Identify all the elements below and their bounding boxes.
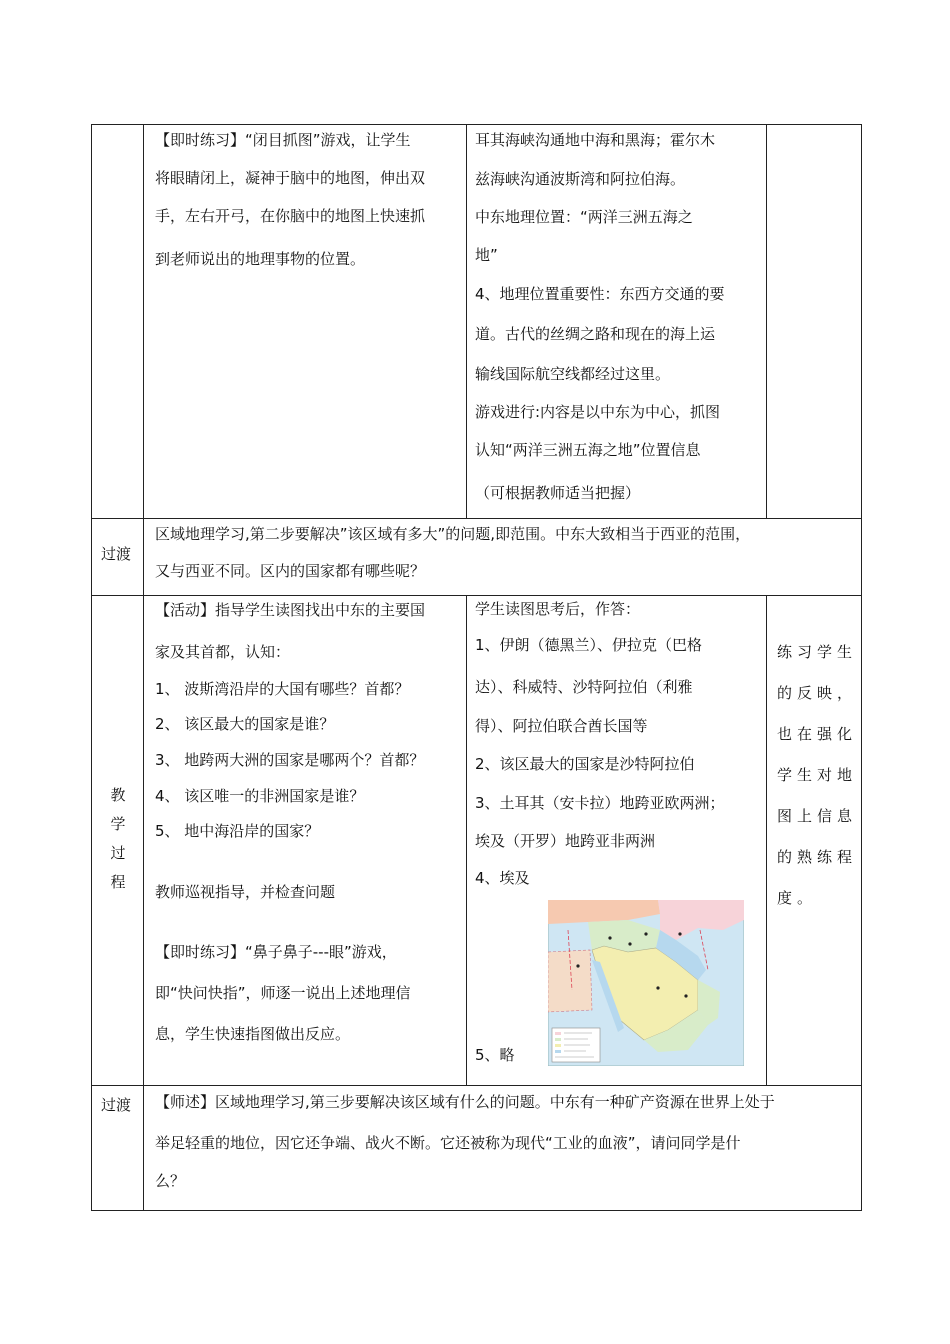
row1-student-line: 游戏进行:内容是以中东为中心，抓图 [475, 403, 721, 421]
column-divider-3a [766, 124, 767, 518]
row1-student-line: （可根据教师适当把握） [475, 484, 641, 502]
row3-activity-line: 即“快问快指”，师逐一说出上述地理信 [155, 984, 411, 1002]
row3-activity-line: 3、 地跨两大洲的国家是哪两个？首都？ [155, 751, 425, 769]
row3-activity-line: 1、 波斯湾沿岸的大国有哪些？首都？ [155, 680, 410, 698]
row1-activity-line: 将眼睛闭上，凝神于脑中的地图，伸出双 [155, 169, 426, 187]
row3-intent-line: 也在强化 [777, 725, 858, 743]
row3-student-line: 5、略 [475, 1046, 515, 1064]
row3-student-line: 1、伊朗（德黑兰）、伊拉克（巴格 [475, 636, 703, 654]
row4-label: 过渡 [101, 1096, 132, 1114]
row1-student-line: 兹海峡沟通波斯湾和阿拉伯海。 [475, 170, 686, 188]
row3-student-line: 4、埃及 [475, 869, 530, 887]
column-divider-1 [143, 124, 144, 1211]
row1-activity-line: 到老师说出的地理事物的位置。 [155, 250, 366, 268]
row1-student-line: 耳其海峡沟通地中海和黑海；霍尔木 [475, 131, 716, 149]
row2-line: 又与西亚不同。区内的国家都有哪些呢？ [155, 562, 426, 580]
row3-activity-line: 4、 该区唯一的非洲国家是谁？ [155, 787, 365, 805]
row3-student-line: 达）、科威特、沙特阿拉伯（利雅 [475, 678, 693, 696]
row4-line: 举足轻重的地位，因它还争端、战火不断。它还被称为现代“工业的血液”，请问同学是什 [155, 1134, 741, 1152]
row2-label: 过渡 [101, 545, 132, 563]
table-border-bottom [91, 1210, 862, 1211]
row1-student-line: 道。古代的丝绸之路和现在的海上运 [475, 325, 716, 343]
row3-activity-line: 【即时练习】“鼻子鼻子---眼”游戏， [155, 943, 397, 961]
row3-student-line: 2、该区最大的国家是沙特阿拉伯 [475, 755, 695, 773]
row1-student-line: 输线国际航空线都经过这里。 [475, 365, 671, 383]
row3-student-line: 埃及（开罗）地跨亚非两洲 [475, 832, 656, 850]
row1-student-line: 4、地理位置重要性：东西方交通的要 [475, 285, 725, 303]
row3-activity-line: 【活动】指导学生读图找出中东的主要国 [155, 601, 426, 619]
column-divider-3b [766, 595, 767, 1085]
row3-activity-line: 息，学生快速指图做出反应。 [155, 1025, 351, 1043]
row3-activity-line: 教师巡视指导，并检查问题 [155, 883, 336, 901]
table-border-right [861, 124, 862, 1211]
row3-intent-line: 学生对地 [777, 766, 858, 784]
row1-activity-line: 【即时练习】“闭目抓图”游戏，让学生 [155, 131, 411, 149]
row1-student-line: 认知“两洋三洲五海之地”位置信息 [475, 441, 701, 459]
row3-student-line: 得）、阿拉伯联合酋长国等 [475, 717, 648, 735]
table-border-left [91, 124, 92, 1211]
row1-student-line: 地” [475, 246, 498, 264]
row3-activity-line: 家及其首都，认知： [155, 643, 291, 661]
column-divider-2a [466, 124, 467, 518]
row4-line: 么？ [155, 1172, 186, 1190]
row3-intent-line: 的熟练程 [777, 848, 858, 866]
row3-student-line: 3、土耳其（安卡拉）地跨亚欧两洲； [475, 794, 725, 812]
middle-east-map-icon [548, 900, 744, 1066]
row4-line: 【师述】区域地理学习,第三步要解决该区域有什么的问题。中东有一种矿产资源在世界上处于 [155, 1093, 775, 1111]
row3-student-line: 学生读图思考后，作答： [475, 600, 641, 618]
row3-label: 教 学 过 程 [110, 786, 126, 891]
row3-intent-line: 的反映， [777, 684, 858, 702]
row3-activity-line: 5、 地中海沿岸的国家？ [155, 822, 320, 840]
row3-intent-line: 图上信息 [777, 807, 858, 825]
row3-activity-line: 2、 该区最大的国家是谁？ [155, 715, 335, 733]
row2-line: 区域地理学习,第二步要解决”该区域有多大”的问题,即范围。中东大致相当于西亚的范围， [155, 525, 751, 543]
row3-intent-line: 度。 [777, 889, 818, 907]
row3-intent-line: 练习学生 [777, 643, 858, 661]
column-divider-2b [466, 595, 467, 1085]
row1-student-line: 中东地理位置：“两洋三洲五海之 [475, 208, 693, 226]
row1-activity-line: 手，左右开弓，在你脑中的地图上快速抓 [155, 207, 426, 225]
